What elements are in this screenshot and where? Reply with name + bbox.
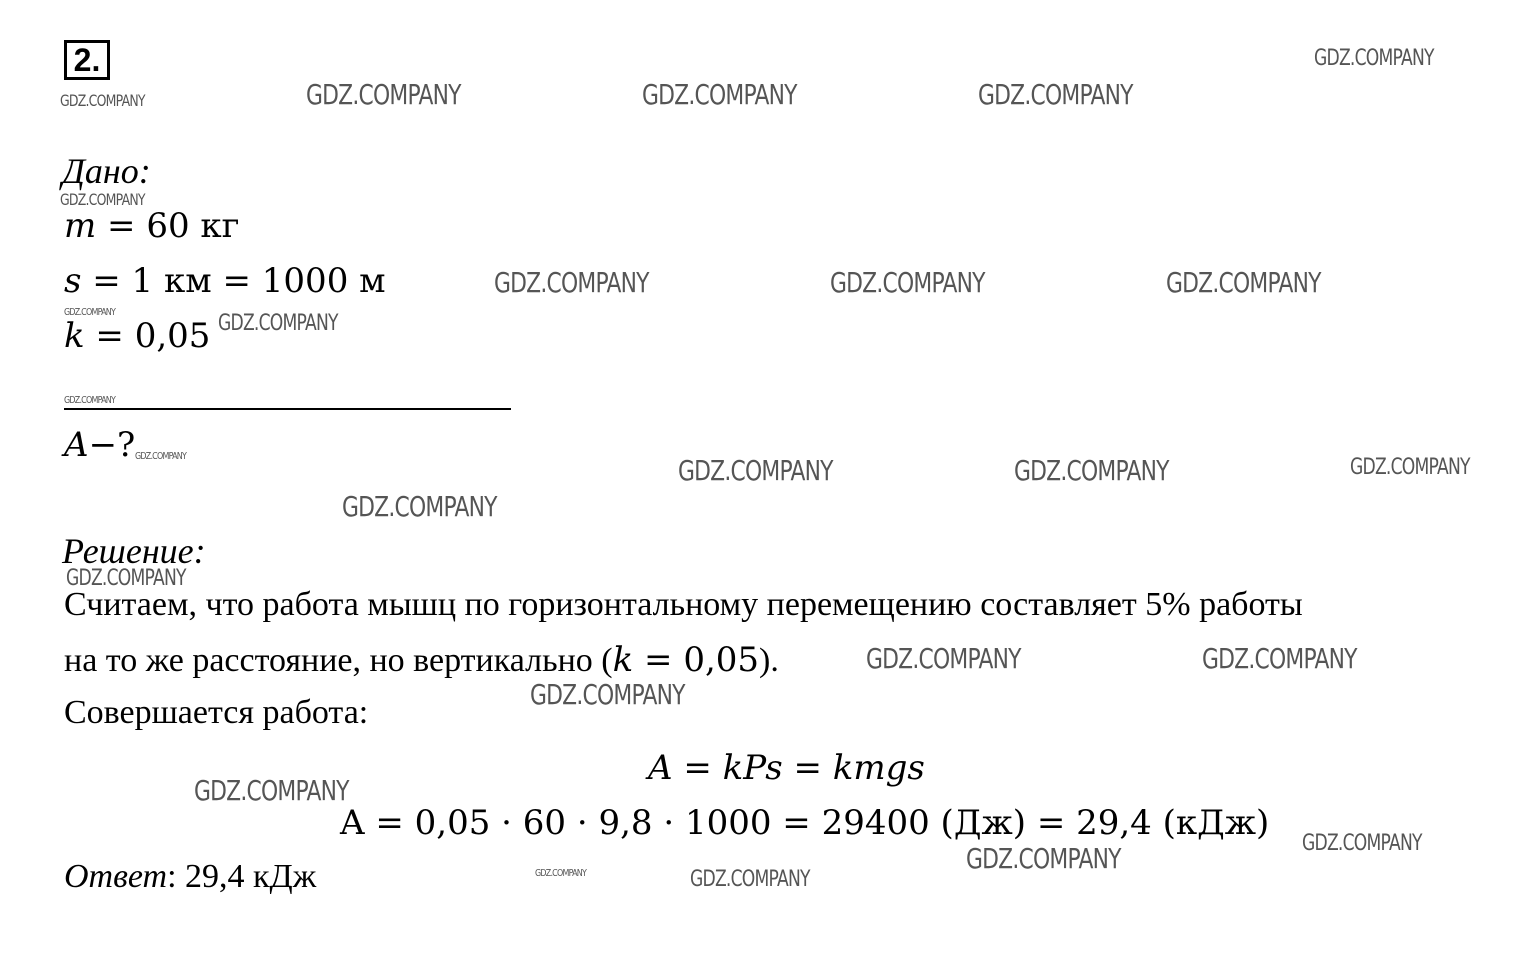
given-heading: Дано: <box>62 151 151 191</box>
watermark: GDZ.COMPANY <box>66 566 186 591</box>
watermark: GDZ.COMPANY <box>64 307 116 318</box>
watermark: GDZ.COMPANY <box>1014 454 1169 487</box>
watermark: GDZ.COMPANY <box>535 868 587 879</box>
solution-line-2-math: k = 0,05 <box>612 640 760 680</box>
watermark: GDZ.COMPANY <box>194 774 349 807</box>
watermark: GDZ.COMPANY <box>966 842 1121 875</box>
answer-value: : 29,4 кДж <box>167 858 317 895</box>
watermark: GDZ.COMPANY <box>530 678 685 711</box>
given-coefficient <box>64 316 210 356</box>
coefficient-variable: k <box>64 316 85 356</box>
work-calculation: A = 0,05 · 60 · 9,8 · 1000 = 29400 (Дж) = 29,4 (кДж) <box>340 803 1270 843</box>
find-question: −? <box>88 425 136 465</box>
solution-line-2 <box>64 640 779 680</box>
watermark: GDZ.COMPANY <box>64 395 116 406</box>
given-divider <box>64 408 511 410</box>
solution-line-3: Совершается работа: <box>64 694 369 731</box>
watermark: GDZ.COMPANY <box>60 190 145 209</box>
watermark: GDZ.COMPANY <box>830 266 985 299</box>
watermark: GDZ.COMPANY <box>1302 831 1422 856</box>
watermark: GDZ.COMPANY <box>678 454 833 487</box>
mass-variable: m <box>64 206 97 246</box>
distance-variable: s <box>64 261 82 301</box>
watermark: GDZ.COMPANY <box>690 867 810 892</box>
distance-value: = 1 км = 1000 м <box>81 261 386 301</box>
coefficient-value: = 0,05 <box>84 316 211 356</box>
watermark: GDZ.COMPANY <box>1314 46 1434 71</box>
watermark: GDZ.COMPANY <box>1350 455 1470 480</box>
solution-heading: Решение: <box>62 531 206 571</box>
given-mass <box>64 206 240 246</box>
watermark: GDZ.COMPANY <box>642 78 797 111</box>
answer-line <box>64 858 316 896</box>
given-distance <box>64 261 386 301</box>
watermark: GDZ.COMPANY <box>342 490 497 523</box>
watermark: GDZ.COMPANY <box>218 311 338 336</box>
solution-line-1: Считаем, что работа мышц по горизонтальному перемещению составляет 5% работы <box>64 586 1303 623</box>
find-quantity <box>64 425 135 465</box>
watermark: GDZ.COMPANY <box>1202 642 1357 675</box>
solution-line-2-end: ). <box>759 642 779 679</box>
problem-number: 2. <box>64 40 110 80</box>
watermark: GDZ.COMPANY <box>306 78 461 111</box>
watermark: GDZ.COMPANY <box>60 91 145 110</box>
solution-line-2-text: на то же расстояние, но вертикально ( <box>64 642 613 679</box>
watermark: GDZ.COMPANY <box>135 451 187 462</box>
find-variable: A <box>64 425 89 465</box>
watermark: GDZ.COMPANY <box>978 78 1133 111</box>
answer-label: Ответ <box>64 858 168 895</box>
watermark: GDZ.COMPANY <box>866 642 1021 675</box>
work-formula: A = kPs = kmgs <box>648 748 925 788</box>
watermark: GDZ.COMPANY <box>494 266 649 299</box>
mass-value: = 60 кг <box>96 206 240 246</box>
watermark: GDZ.COMPANY <box>1166 266 1321 299</box>
